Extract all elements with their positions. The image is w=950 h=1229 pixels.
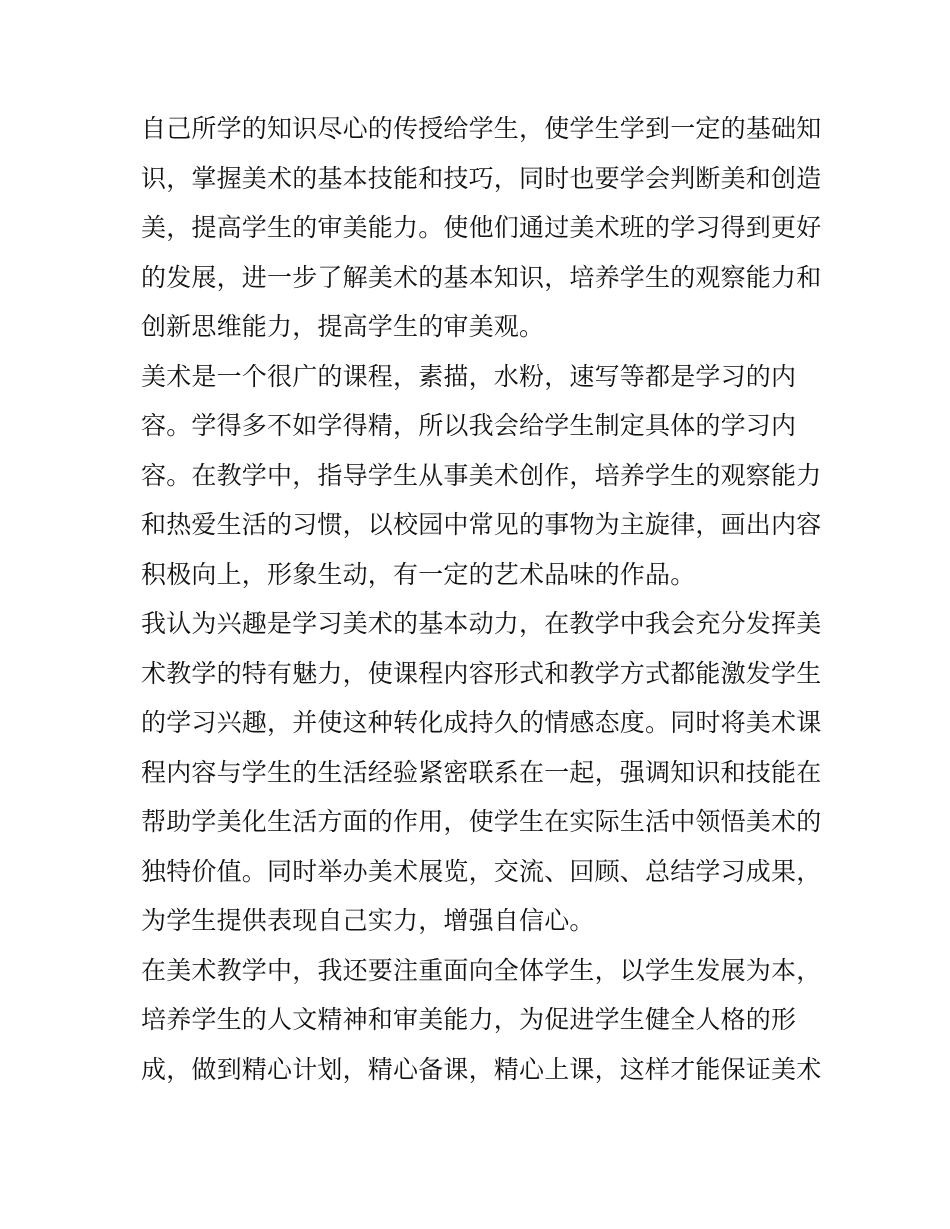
text-line: 在美术教学中，我还要注重面向全体学生，以学生发展为本， — [141, 955, 822, 985]
text-line: 自己所学的知识尽心的传授给学生，使学生学到一定的基础知 — [141, 114, 822, 143]
text-line: 创新思维能力，提高学生的审美观。 — [141, 312, 545, 341]
text-line: 的发展，进一步了解美术的基本知识，培养学生的观察能力和 — [141, 262, 822, 292]
text-line: 独特价值。同时举办美术展览，交流、回顾、总结学习成果， — [141, 856, 822, 886]
text-line: 美，提高学生的审美能力。使他们通过美术班的学习得到更好 — [141, 213, 822, 242]
text-line: 和热爱生活的习惯，以校园中常见的事物为主旋律，画出内容 — [141, 510, 822, 539]
text-line: 程内容与学生的生活经验紧密联系在一起，强调知识和技能在 — [141, 757, 822, 787]
text-line: 为学生提供表现自己实力，增强自信心。 — [141, 906, 595, 935]
text-line: 美术是一个很广的课程，素描，水粉，速写等都是学习的内 — [141, 361, 797, 391]
text-line: 我认为兴趣是学习美术的基本动力，在教学中我会充分发挥美 — [141, 609, 822, 638]
text-line: 培养学生的人文精神和审美能力，为促进学生健全人格的形 — [141, 1005, 797, 1034]
paragraph-4 — [141, 946, 822, 1095]
paragraph-3 — [141, 599, 822, 946]
text-line: 积极向上，形象生动，有一定的艺术品味的作品。 — [141, 559, 696, 589]
paragraph-1 — [141, 104, 822, 352]
text-line: 帮助学美化生活方面的作用，使学生在实际生活中领悟美术的 — [141, 807, 822, 836]
text-line: 的学习兴趣，并使这种转化成持久的情感态度。同时将美术课 — [141, 708, 822, 737]
paragraph-2 — [141, 352, 822, 600]
text-line: 术教学的特有魅力，使课程内容形式和教学方式都能激发学生 — [141, 658, 822, 688]
document-body — [141, 104, 822, 1094]
text-line: 成，做到精心计划，精心备课，精心上课，这样才能保证美术 — [141, 1054, 822, 1084]
text-line: 识，掌握美术的基本技能和技巧，同时也要学会判断美和创造 — [141, 163, 822, 193]
text-line: 容。学得多不如学得精，所以我会给学生制定具体的学习内 — [141, 411, 797, 440]
text-line: 容。在教学中，指导学生从事美术创作，培养学生的观察能力 — [141, 460, 822, 490]
